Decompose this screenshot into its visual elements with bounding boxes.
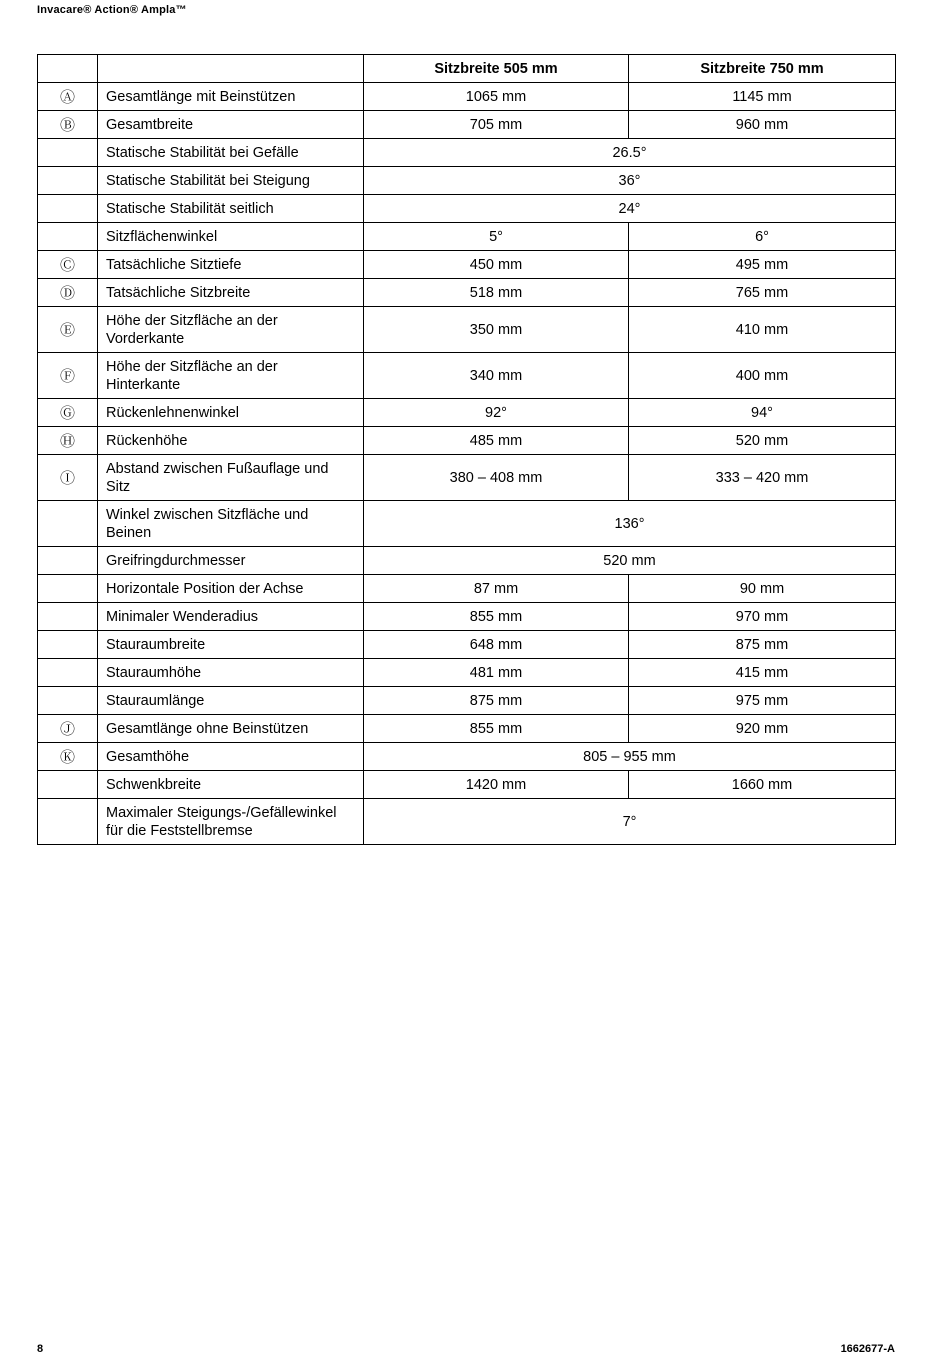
row-label: Sitzflächenwinkel [98,223,364,251]
dimension-marker [38,195,98,223]
table-row [38,631,896,659]
value-both-widths: 520 mm [364,547,896,575]
row-label: Stauraumhöhe [98,659,364,687]
row-label: Maximaler Steigungs-/Gefällewinkel für die Feststellbremse [98,799,364,845]
value-sitzbreite-505: 518 mm [364,279,629,307]
table-header-row [38,55,896,83]
value-sitzbreite-505: 92° [364,399,629,427]
row-label: Rückenhöhe [98,427,364,455]
header-cell-mark [38,55,98,83]
value-both-widths: 26.5° [364,139,896,167]
page-header: Invacare® Action® Ampla™ [37,4,187,16]
dimension-marker [38,223,98,251]
value-sitzbreite-750: 765 mm [629,279,896,307]
value-both-widths: 7° [364,799,896,845]
header-cell-label [98,55,364,83]
value-sitzbreite-505: 1065 mm [364,83,629,111]
dimension-marker: Ⓗ [38,427,98,455]
row-label: Tatsächliche Sitztiefe [98,251,364,279]
value-sitzbreite-750: 400 mm [629,353,896,399]
value-sitzbreite-750: 6° [629,223,896,251]
table-row [38,251,896,279]
row-label: Schwenkbreite [98,771,364,799]
value-sitzbreite-505: 5° [364,223,629,251]
value-sitzbreite-750: 90 mm [629,575,896,603]
row-label: Tatsächliche Sitzbreite [98,279,364,307]
table-row [38,547,896,575]
dimension-marker [38,631,98,659]
row-label: Statische Stabilität bei Steigung [98,167,364,195]
dimension-marker [38,139,98,167]
dimension-marker: Ⓑ [38,111,98,139]
value-sitzbreite-505: 450 mm [364,251,629,279]
row-label: Stauraumbreite [98,631,364,659]
dimension-marker [38,575,98,603]
table-row [38,139,896,167]
table-row [38,687,896,715]
table-row [38,501,896,547]
value-both-widths: 136° [364,501,896,547]
table-row [38,575,896,603]
row-label: Rückenlehnenwinkel [98,399,364,427]
value-sitzbreite-505: 855 mm [364,603,629,631]
dimension-marker: Ⓚ [38,743,98,771]
table-row [38,743,896,771]
value-sitzbreite-750: 520 mm [629,427,896,455]
value-sitzbreite-750: 1660 mm [629,771,896,799]
row-label: Statische Stabilität bei Gefälle [98,139,364,167]
value-both-widths: 24° [364,195,896,223]
table-row [38,603,896,631]
value-sitzbreite-750: 970 mm [629,603,896,631]
value-sitzbreite-505: 350 mm [364,307,629,353]
value-sitzbreite-505: 705 mm [364,111,629,139]
value-sitzbreite-505: 855 mm [364,715,629,743]
value-sitzbreite-750: 960 mm [629,111,896,139]
value-sitzbreite-750: 333 – 420 mm [629,455,896,501]
value-sitzbreite-750: 875 mm [629,631,896,659]
row-label: Horizontale Position der Achse [98,575,364,603]
dimension-marker [38,167,98,195]
value-sitzbreite-750: 415 mm [629,659,896,687]
dimension-marker [38,799,98,845]
value-both-widths: 36° [364,167,896,195]
value-sitzbreite-505: 340 mm [364,353,629,399]
dimension-marker [38,659,98,687]
table-row [38,195,896,223]
table-row [38,659,896,687]
dimension-marker: Ⓐ [38,83,98,111]
row-label: Winkel zwischen Sitzfläche und Beinen [98,501,364,547]
row-label: Statische Stabilität seitlich [98,195,364,223]
value-sitzbreite-750: 94° [629,399,896,427]
spec-table [37,54,896,845]
dimension-marker: Ⓘ [38,455,98,501]
value-sitzbreite-750: 495 mm [629,251,896,279]
header-cell-sitzbreite-505: Sitzbreite 505 mm [364,55,629,83]
value-sitzbreite-750: 920 mm [629,715,896,743]
document-id: 1662677-A [840,1343,895,1355]
dimension-marker [38,501,98,547]
row-label: Abstand zwischen Fußauflage und Sitz [98,455,364,501]
value-both-widths: 805 – 955 mm [364,743,896,771]
page-number: 8 [37,1343,44,1355]
row-label: Gesamtlänge ohne Beinstützen [98,715,364,743]
row-label: Höhe der Sitzfläche an der Hinterkante [98,353,364,399]
dimension-marker: Ⓓ [38,279,98,307]
spec-table-body [38,83,896,845]
row-label: Höhe der Sitzfläche an der Vorderkante [98,307,364,353]
table-row [38,167,896,195]
value-sitzbreite-750: 975 mm [629,687,896,715]
table-row [38,799,896,845]
table-row [38,771,896,799]
dimension-marker: Ⓔ [38,307,98,353]
value-sitzbreite-505: 1420 mm [364,771,629,799]
table-row [38,307,896,353]
value-sitzbreite-750: 1145 mm [629,83,896,111]
value-sitzbreite-505: 485 mm [364,427,629,455]
row-label: Gesamthöhe [98,743,364,771]
dimension-marker [38,771,98,799]
dimension-marker: Ⓖ [38,399,98,427]
value-sitzbreite-505: 875 mm [364,687,629,715]
value-sitzbreite-750: 410 mm [629,307,896,353]
table-row [38,399,896,427]
dimension-marker: Ⓕ [38,353,98,399]
row-label: Stauraumlänge [98,687,364,715]
dimension-marker: Ⓒ [38,251,98,279]
table-row [38,427,896,455]
dimension-marker [38,687,98,715]
table-row [38,455,896,501]
table-row [38,715,896,743]
row-label: Gesamtbreite [98,111,364,139]
value-sitzbreite-505: 87 mm [364,575,629,603]
table-row [38,111,896,139]
dimension-marker: Ⓙ [38,715,98,743]
table-row [38,279,896,307]
value-sitzbreite-505: 648 mm [364,631,629,659]
table-row [38,83,896,111]
row-label: Gesamtlänge mit Beinstützen [98,83,364,111]
header-cell-sitzbreite-750: Sitzbreite 750 mm [629,55,896,83]
table-row [38,353,896,399]
table-row [38,223,896,251]
row-label: Minimaler Wenderadius [98,603,364,631]
dimension-marker [38,603,98,631]
dimension-marker [38,547,98,575]
value-sitzbreite-505: 481 mm [364,659,629,687]
value-sitzbreite-505: 380 – 408 mm [364,455,629,501]
row-label: Greifringdurchmesser [98,547,364,575]
